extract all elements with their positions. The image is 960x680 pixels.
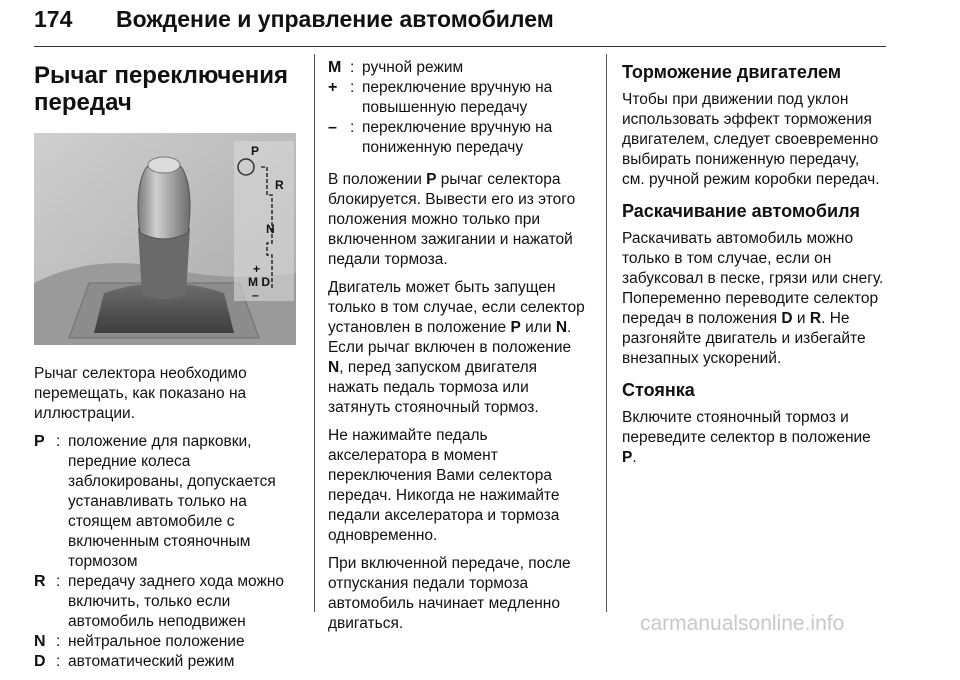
column-3 [622,58,886,476]
position-key: P [34,433,45,450]
page-number: 174 [34,6,73,32]
gate-label-minus: – [252,288,259,302]
position-item [34,572,300,632]
section-title: Рычаг переключения передач [34,62,288,116]
position-colon: : [56,573,61,590]
position-colon: : [56,433,61,450]
engine-start-paragraph: Двигатель может быть запущен только в том случае, если селектор установлен в положение P или N. Если рычаг включен в положение N, перед запуском двигателя нажать педаль тормоза или затянуть стояночный тормоз. [328,279,585,416]
column-2 [328,58,590,642]
rocking-paragraph: Раскачивать автомобиль можно только в том случае, если он забуксовал в песке, грязи или снегу. Попеременно переводите селектор передач в положения D и R. Не разгоняйте двигатель и избегайте внезапных ускорений. [622,230,884,367]
intro-paragraph: Рычаг селектора необходимо перемещать, как показано на иллюстрации. [34,365,247,422]
position-item [328,58,590,78]
gate-label-r: R [275,178,284,192]
rocking-heading: Раскачивание автомобиля [622,201,861,221]
position-item [328,78,590,118]
position-key: – [328,119,337,136]
column-divider-2 [606,54,607,612]
gear-selector-illustration [34,133,296,345]
engine-braking-heading: Торможение двигателем [622,62,842,82]
position-colon: : [56,633,61,650]
creep-paragraph: При включенной передаче, после отпускания педали тормоза автомобиль начинает медленно двигаться. [328,555,571,632]
position-colon: : [56,653,61,670]
position-list-1 [34,432,300,672]
gate-label-md: M D [248,275,270,289]
position-colon: : [350,59,355,76]
p-lock-paragraph: В положении P рычаг селектора блокируется. Вывести его из этого положения можно только при включенном зажигании и нажатой педали тормоза. [328,171,576,268]
column-divider-1 [314,54,315,612]
position-text: нейтральное положение [68,633,245,650]
position-colon: : [350,79,355,96]
position-item [34,632,300,652]
position-item [34,432,300,572]
gate-label-plus: + [253,262,261,276]
gate-label-n: N [266,222,275,236]
position-list-2 [328,58,590,158]
position-key: N [34,633,46,650]
parking-heading: Стоянка [622,380,695,400]
position-item [328,118,590,158]
engine-braking-paragraph: Чтобы при движении под уклон использовать эффект торможения двигателем, следует своевременно выбирать пониженную передачу, см. ручной режим коробки передач. [622,91,880,188]
position-item [34,652,300,672]
position-text: передачу заднего хода можно включить, только если автомобиль неподвижен [68,573,285,630]
position-text: переключение вручную на повышенную передачу [362,79,553,116]
position-text: положение для парковки, передние колеса заблокированы, допускается устанавливать только на стоящем автомобиле с включенным стояночным тормозом [68,433,276,570]
position-text: переключение вручную на пониженную передачу [362,119,553,156]
position-key: R [34,573,46,590]
position-text: автоматический режим [68,653,235,670]
watermark: carmanualsonline.info [640,612,845,635]
position-key: + [328,79,338,96]
column-1 [34,58,300,680]
chapter-title: Вождение и управление автомобилем [116,6,554,32]
gate-label-p: P [251,144,260,158]
position-text: ручной режим [362,59,464,76]
parking-paragraph: Включите стояночный тормоз и переведите селектор в положение P. [622,409,871,466]
position-colon: : [350,119,355,136]
position-key: M [328,59,342,76]
header-divider [34,46,886,47]
warning-paragraph: Не нажимайте педаль акселератора в момент переключения Вами селектора передач. Никогда не нажимайте педали акселератора и тормоза одновременно. [328,427,560,544]
position-key: D [34,653,46,670]
